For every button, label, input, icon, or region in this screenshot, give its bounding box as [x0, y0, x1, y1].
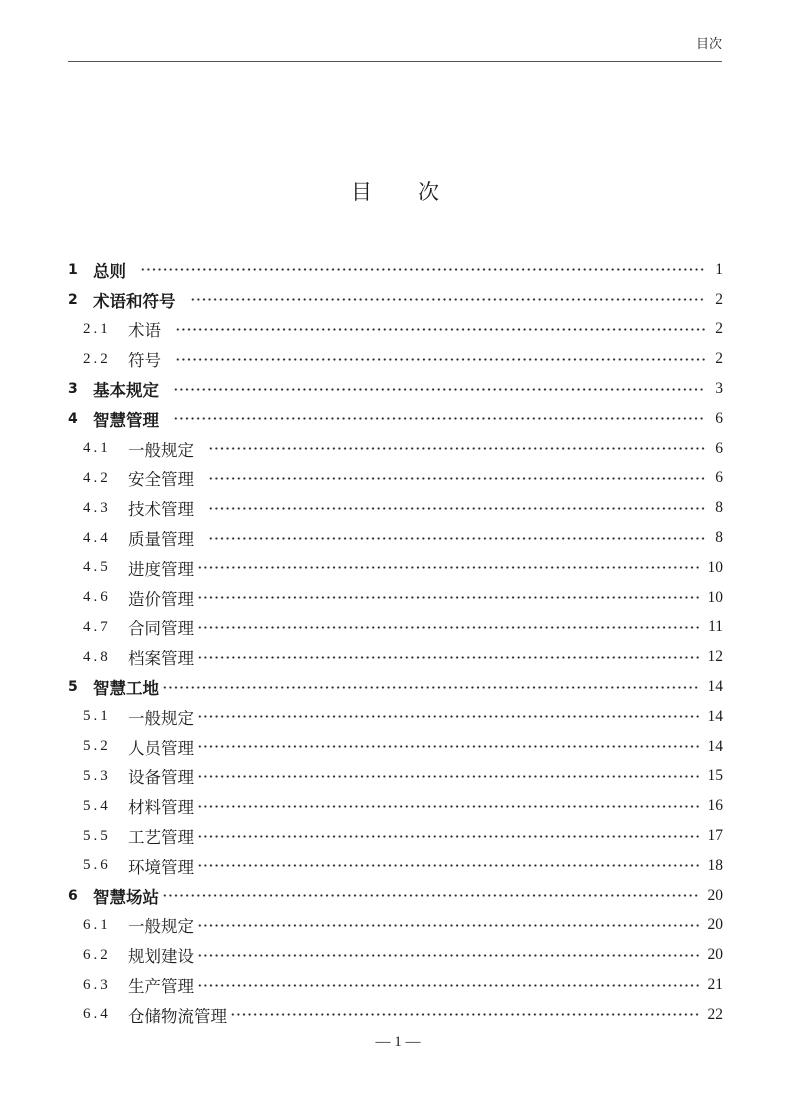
toc-title: 设备管理	[128, 768, 194, 788]
toc-title: 工艺管理	[128, 828, 194, 848]
toc-title: 总则	[93, 261, 126, 281]
dot-leader	[208, 507, 705, 510]
toc-title: 符号	[128, 351, 161, 371]
toc-page-number: 2	[715, 320, 723, 338]
toc-number: 4.4	[83, 529, 111, 546]
toc-title: 智慧场站	[93, 887, 159, 907]
toc-section-6-1	[68, 911, 723, 941]
toc-section-6-4	[68, 1000, 723, 1030]
toc-page-number: 10	[707, 558, 723, 576]
toc-title: 术语和符号	[93, 291, 176, 311]
toc-number: 1	[68, 261, 78, 278]
dot-leader	[173, 417, 705, 420]
toc-title: 智慧管理	[93, 410, 159, 430]
toc-title: 环境管理	[128, 857, 194, 877]
toc-title: 基本规定	[93, 381, 159, 401]
dot-leader	[197, 775, 699, 778]
toc-number: 5	[68, 679, 78, 696]
toc-title: 一般规定	[128, 440, 194, 460]
toc-page-number: 14	[707, 737, 723, 755]
toc-number: 2.1	[83, 320, 111, 337]
toc-page-number: 11	[708, 618, 723, 636]
dot-leader	[197, 835, 699, 838]
toc-title: 一般规定	[128, 917, 194, 937]
dot-leader	[197, 715, 699, 718]
dot-leader	[162, 686, 699, 689]
dot-leader	[162, 894, 699, 897]
toc-title: 技术管理	[128, 500, 194, 520]
dot-leader	[197, 745, 699, 748]
toc-section-4-5	[68, 553, 723, 583]
toc-number: 4.3	[83, 499, 111, 516]
toc-page-number: 3	[715, 380, 723, 398]
toc-section-4-3	[68, 493, 723, 523]
toc-number: 5.6	[83, 857, 111, 874]
dot-leader	[208, 447, 705, 450]
toc-number: 2.2	[83, 350, 111, 367]
dot-leader	[197, 596, 699, 599]
toc-section-2-1	[68, 315, 723, 345]
dot-leader	[197, 566, 699, 569]
dot-leader	[197, 924, 699, 927]
toc-number: 5.3	[83, 767, 111, 784]
toc-section-5-4	[68, 791, 723, 821]
toc-chapter-2	[68, 285, 723, 315]
toc-page-number: 2	[715, 290, 723, 308]
dot-leader	[208, 477, 705, 480]
toc-chapter-5	[68, 672, 723, 702]
toc-number: 4.8	[83, 648, 111, 665]
toc-number: 5.4	[83, 797, 111, 814]
toc-number: 4	[68, 410, 78, 427]
toc-section-5-2	[68, 732, 723, 762]
toc-page-number: 6	[715, 439, 723, 457]
toc-chapter-4	[68, 404, 723, 434]
toc-page-number: 1	[715, 260, 723, 278]
toc-section-6-3	[68, 970, 723, 1000]
toc-title: 安全管理	[128, 470, 194, 490]
toc-page-number: 8	[715, 499, 723, 517]
toc-page-number: 8	[715, 529, 723, 547]
toc-title: 进度管理	[128, 559, 194, 579]
dot-leader	[175, 328, 705, 331]
toc-number: 5.1	[83, 708, 111, 725]
toc-section-6-2	[68, 940, 723, 970]
toc-chapter-3	[68, 374, 723, 404]
dot-leader	[190, 298, 706, 301]
toc-title: 档案管理	[128, 649, 194, 669]
toc-page-number: 6	[715, 469, 723, 487]
toc-page-number: 22	[707, 1005, 723, 1023]
toc-page-number: 21	[707, 976, 723, 994]
dot-leader	[197, 984, 699, 987]
dot-leader	[140, 268, 705, 271]
dot-leader	[197, 805, 699, 808]
table-of-contents	[68, 255, 723, 1030]
toc-section-5-1	[68, 702, 723, 732]
toc-title: 造价管理	[128, 589, 194, 609]
page-title: 目次	[351, 180, 485, 204]
toc-page-number: 15	[707, 767, 723, 785]
toc-section-5-3	[68, 762, 723, 792]
toc-title: 术语	[128, 321, 161, 341]
toc-chapter-1	[68, 255, 723, 285]
toc-title: 一般规定	[128, 708, 194, 728]
toc-title: 人员管理	[128, 738, 194, 758]
toc-number: 4.6	[83, 589, 111, 606]
toc-title: 规划建设	[128, 947, 194, 967]
toc-number: 5.5	[83, 827, 111, 844]
toc-title: 生产管理	[128, 977, 194, 997]
page-footer-number: — 1 —	[375, 1034, 421, 1050]
toc-page-number: 6	[715, 409, 723, 427]
dot-leader	[230, 1013, 699, 1016]
toc-number: 6.4	[83, 1006, 111, 1023]
toc-title: 合同管理	[128, 619, 194, 639]
toc-section-4-4	[68, 523, 723, 553]
toc-number: 6.2	[83, 946, 111, 963]
dot-leader	[173, 388, 705, 391]
toc-chapter-6	[68, 881, 723, 911]
dot-leader	[197, 954, 699, 957]
toc-page-number: 14	[707, 707, 723, 725]
toc-section-4-8	[68, 642, 723, 672]
toc-page-number: 20	[707, 916, 723, 934]
toc-section-4-7	[68, 613, 723, 643]
toc-title: 智慧工地	[93, 679, 159, 699]
toc-section-5-5	[68, 821, 723, 851]
toc-page-number: 14	[707, 678, 723, 696]
toc-title: 材料管理	[128, 798, 194, 818]
toc-title: 质量管理	[128, 530, 194, 550]
toc-page-number: 10	[707, 588, 723, 606]
toc-number: 3	[68, 381, 78, 398]
toc-number: 4.7	[83, 618, 111, 635]
toc-number: 5.2	[83, 738, 111, 755]
toc-number: 6.3	[83, 976, 111, 993]
toc-page-number: 20	[707, 886, 723, 904]
header-rule	[68, 61, 722, 62]
dot-leader	[197, 864, 699, 867]
toc-number: 2	[68, 291, 78, 308]
toc-number: 4.2	[83, 469, 111, 486]
toc-number: 6.1	[83, 916, 111, 933]
toc-number: 4.1	[83, 440, 111, 457]
toc-page-number: 12	[707, 648, 723, 666]
toc-section-2-2	[68, 344, 723, 374]
dot-leader	[197, 626, 699, 629]
toc-title: 仓储物流管理	[128, 1006, 227, 1026]
toc-section-4-2	[68, 464, 723, 494]
toc-number: 6	[68, 887, 78, 904]
running-header: 目次	[695, 37, 722, 52]
toc-page-number: 16	[707, 797, 723, 815]
toc-section-5-6	[68, 851, 723, 881]
toc-section-4-1	[68, 434, 723, 464]
toc-page-number: 18	[707, 856, 723, 874]
toc-page-number: 2	[715, 350, 723, 368]
dot-leader	[208, 537, 705, 540]
dot-leader	[175, 358, 705, 361]
dot-leader	[197, 656, 699, 659]
toc-page-number: 17	[707, 827, 723, 845]
toc-number: 4.5	[83, 559, 111, 576]
toc-page-number: 20	[707, 946, 723, 964]
toc-section-4-6	[68, 583, 723, 613]
